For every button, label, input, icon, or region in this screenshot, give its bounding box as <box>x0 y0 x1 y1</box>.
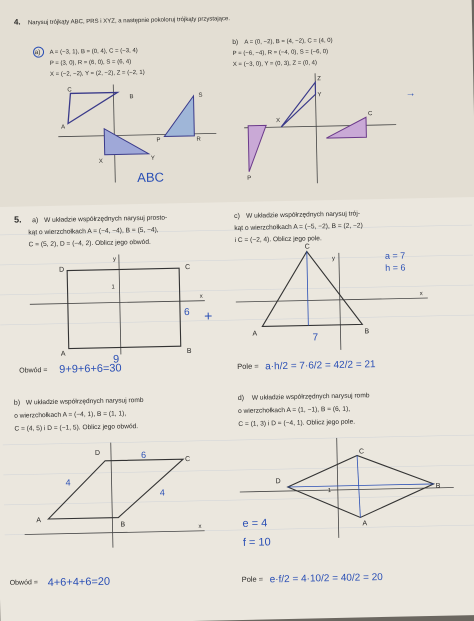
task5-number: 5. <box>13 214 22 225</box>
task5c-text3: i C = (−2, 4). Oblicz jego pole. <box>234 235 322 245</box>
task5b-result-label: Obwód = <box>9 579 38 587</box>
label-c: C <box>67 87 72 94</box>
label-c: C <box>185 456 191 464</box>
y-axis-label: y <box>331 255 336 262</box>
label-d: D <box>59 266 65 274</box>
task4a-line1: A = (−3, 1), B = (0, 4), C = (−3, 4) <box>49 48 138 56</box>
task5c-result-value: a·h/2 = 7·6/2 = 42/2 = 21 <box>265 359 376 373</box>
side-length-horizontal: 9 <box>112 353 120 366</box>
side-top: 6 <box>140 449 147 461</box>
task4-handwritten-answer: ABC <box>137 169 165 186</box>
task5a-result-label: Obwód = <box>19 366 48 375</box>
task5a-text3: C = (5, 2), D = (−4, 2). Oblicz jego obwód. <box>28 238 151 249</box>
label-p: P <box>247 175 252 182</box>
x-axis-label: x <box>199 293 203 300</box>
label-a: A <box>61 124 66 131</box>
label-d: D <box>94 449 101 458</box>
task5d-text2: o wierzchołkach A = (1, −1), B = (6, 1), <box>238 405 351 415</box>
task5d-text3: C = (1, 3) i D = (−4, 1). Oblicz jego pole. <box>238 418 356 428</box>
arrow-mark: → <box>405 88 416 100</box>
side-length-vertical: 6 <box>183 306 190 319</box>
label-b: B <box>186 347 192 356</box>
label-c: C <box>358 448 365 456</box>
label-a: A <box>362 520 368 528</box>
task4b-line1: A = (0, −2), B = (4, −2), C = (4, 0) <box>244 37 333 46</box>
task5c-result-label: Pole = <box>237 361 259 372</box>
task5b-marker: b) <box>13 399 21 407</box>
side-right: 4 <box>159 487 165 498</box>
task4-number: 4. <box>13 17 21 27</box>
task5a-text2: kąt o wierzchołkach A = (−4, −4), B = (5, −4), <box>28 226 159 237</box>
x-axis-label: x <box>419 291 423 298</box>
task4a-line3: X = (−2, −2), Y = (2, −2), Z = (−2, 1) <box>49 69 145 78</box>
x-axis-label: x <box>198 523 202 530</box>
task5b-text1: W układzie współrzędnych narysuj romb <box>25 396 144 407</box>
label-x: X <box>275 118 281 125</box>
label-b: B <box>129 94 134 101</box>
label-a: A <box>252 330 258 338</box>
label-c: C <box>304 243 310 251</box>
task4a-marker: a) <box>34 49 41 57</box>
task5b-text3: C = (4, 5) i D = (−1, 5). Oblicz jego obwód. <box>14 423 139 433</box>
y-axis-label: y <box>112 256 116 263</box>
task5c-marker: c) <box>233 212 240 221</box>
label-b: B <box>364 328 370 336</box>
label-a: A <box>36 517 42 525</box>
label-x: X <box>98 158 103 165</box>
task4b-line2: P = (−6, −4), R = (−4, 0), S = (−6, 0) <box>232 49 329 58</box>
label-y: Y <box>150 155 155 162</box>
task4b-line3: X = (−3, 0), Y = (0, 3), Z = (0, 4) <box>232 60 318 69</box>
plus-mark: + <box>203 307 213 324</box>
paper-shadow <box>0 0 474 207</box>
label-y: Y <box>317 92 322 99</box>
side-left: 4 <box>65 477 71 488</box>
note-e: e = 4 <box>242 517 268 530</box>
task5c-text2: kąt o wierzchołkach A = (−5, −2), B = (2, −2) <box>234 222 363 233</box>
label-b: B <box>435 482 441 490</box>
note-h: h = 6 <box>385 262 406 273</box>
label-r: R <box>196 136 201 143</box>
unit-label: 1 <box>111 284 115 291</box>
task4-intro: Narysuj trójkąty ABC, PRS i XYZ, a następnie pokoloruj trójkąty przystające. <box>27 16 231 27</box>
label-p: P <box>156 137 161 144</box>
task5c-text1: W układzie współrzędnych narysuj trój- <box>245 210 361 220</box>
label-c: C <box>185 263 191 272</box>
label-b: B <box>120 521 126 529</box>
task5d-marker: d) <box>237 394 245 403</box>
task5d-result-value: e·f/2 = 4·10/2 = 40/2 = 20 <box>269 572 383 586</box>
task5a-text1: W układzie współrzędnych narysuj prosto- <box>44 214 168 225</box>
label-a: A <box>60 350 66 358</box>
task5b-result-value: 4+6+4+6=20 <box>47 575 111 590</box>
task5a-result-value: 9+9+6+6=30 <box>59 362 122 376</box>
task5a-marker: a) <box>32 217 39 225</box>
label-z: Z <box>317 76 321 83</box>
note-f: f = 10 <box>242 536 271 549</box>
unit-label: 1 <box>327 488 332 495</box>
label-c: C <box>367 111 373 118</box>
task5b-text2: o wierzchołkach A = (−4, 1), B = (1, 1), <box>14 410 127 420</box>
task5d-result-label: Pole = <box>241 574 264 584</box>
note-a: a = 7 <box>384 250 406 261</box>
base-length: 7 <box>312 332 319 344</box>
task4b-marker: b) <box>232 38 239 47</box>
label-s: S <box>198 92 203 99</box>
task5d-text1: W układzie współrzędnych narysuj romb <box>251 392 370 402</box>
label-d: D <box>275 478 281 486</box>
task4a-line2: P = (3, 0), R = (6, 0), S = (6, 4) <box>49 59 132 67</box>
